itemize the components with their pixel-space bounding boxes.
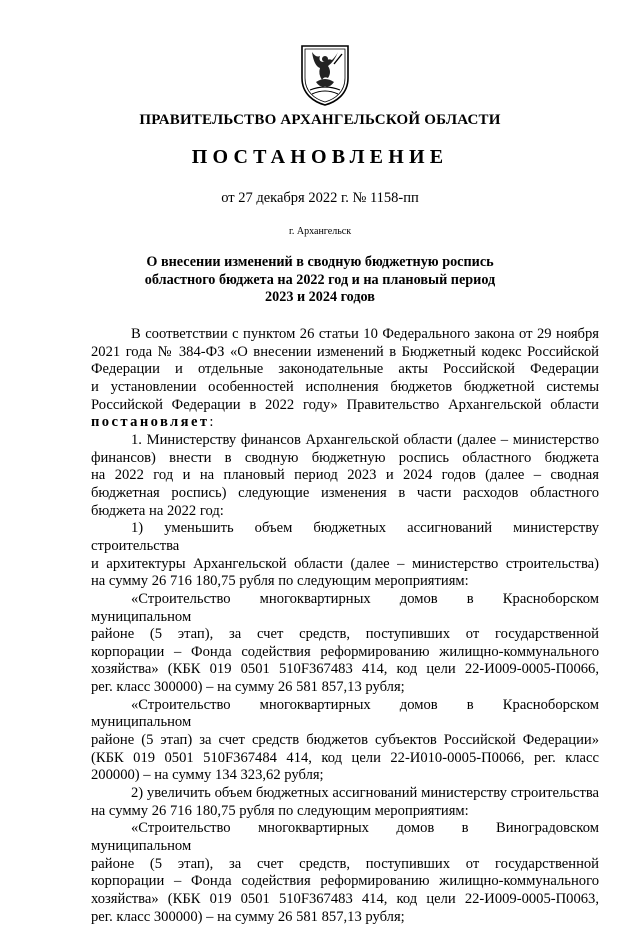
text-line: рег. класс 300000) – на сумму 26 581 857,13 рубля; bbox=[91, 908, 405, 925]
text-line: и архитектуры Архангельской области (далее – министерство строительства) bbox=[91, 555, 599, 572]
paragraph-measure-3 bbox=[91, 820, 599, 926]
text-line: 1) уменьшить объем бюджетных ассигнований министерству строительства bbox=[91, 520, 599, 554]
text-line: Российской Федерации в 2022 году» Правительство Архангельской области bbox=[91, 396, 599, 413]
resolves-word: постановляет bbox=[91, 414, 210, 431]
text-line: 1. Министерству финансов Архангельской области (далее – министерство bbox=[131, 431, 599, 448]
text-line: хозяйства» (КБК 019 0501 510F367483 414, код цели 22-И009-0005-П0066, bbox=[91, 661, 599, 678]
text-line: районе (5 этап) за счет средств бюджетов субъектов Российской Федерации» bbox=[91, 732, 599, 749]
text-line: «Строительство многоквартирных домов в Красноборском муниципальном bbox=[91, 590, 599, 625]
text-line: 2021 года № 384-ФЗ «О внесении изменений в Бюджетный кодекс Российской bbox=[91, 343, 599, 360]
text-line: корпорации – Фонда содействия реформированию жилищно-коммунального bbox=[91, 643, 599, 660]
text-line: корпорации – Фонда содействия реформированию жилищно-коммунального bbox=[91, 873, 599, 890]
paragraph-measure-2 bbox=[91, 697, 599, 785]
text-line: (КБК 019 0501 510F367484 414, код цели 22-И010-0005-П0066, рег. класс bbox=[91, 749, 599, 766]
text-line: хозяйства» (КБК 019 0501 510F367483 414, код цели 22-И009-0005-П0063, bbox=[91, 891, 599, 907]
paragraph-item-1 bbox=[91, 432, 599, 520]
text-line: районе (5 этап), за счет средств, поступивших от государственной bbox=[91, 626, 599, 643]
resolves-colon: : bbox=[209, 414, 214, 431]
text-line: на сумму 26 716 180,75 рубля по следующим мероприятиям: bbox=[91, 573, 469, 590]
document-type: ПОСТАНОВЛЕНИЕ bbox=[191, 146, 449, 168]
document-subject bbox=[120, 254, 520, 307]
text-line: финансов) внести в сводную бюджетную роспись областного бюджета bbox=[91, 449, 599, 466]
subject-line: областного бюджета на 2022 год и на плановый период bbox=[144, 271, 496, 288]
text-line: Федерации и отдельные законодательные акты Российской Федерации bbox=[91, 361, 599, 378]
resolves-line bbox=[91, 414, 599, 432]
government-title: ПРАВИТЕЛЬСТВО АРХАНГЕЛЬСКОЙ ОБЛАСТИ bbox=[139, 112, 501, 128]
paragraph-measure-1 bbox=[91, 591, 599, 697]
date-number: от 27 декабря 2022 г. № 1158-пп bbox=[221, 190, 419, 206]
text-line: 2) увеличить объем бюджетных ассигнований министерству строительства bbox=[131, 785, 599, 802]
paragraph-subitem-2 bbox=[91, 785, 599, 820]
paragraph-subitem-1 bbox=[91, 520, 599, 591]
text-line: рег. класс 300000) – на сумму 26 581 857,13 рубля; bbox=[91, 679, 405, 696]
text-line: районе (5 этап), за счет средств, поступивших от государственной bbox=[91, 855, 599, 872]
document-body bbox=[91, 326, 599, 926]
text-line: «Строительство многоквартирных домов в Виноградовском муниципальном bbox=[91, 820, 599, 855]
paragraph-preamble bbox=[91, 326, 599, 432]
text-line: 200000) – на сумму 134 323,62 рубля; bbox=[91, 767, 324, 784]
text-line: на сумму 26 716 180,75 рубля по следующим мероприятиям: bbox=[91, 802, 469, 819]
coat-of-arms-emblem-icon bbox=[298, 40, 352, 106]
subject-line: О внесении изменений в сводную бюджетную роспись bbox=[146, 254, 494, 270]
text-line: бюджета на 2022 год: bbox=[91, 502, 224, 519]
text-line: В соответствии с пунктом 26 статьи 10 Федерального закона от 29 ноября bbox=[131, 326, 599, 342]
subject-line: 2023 и 2024 годов bbox=[265, 289, 375, 305]
text-line: «Строительство многоквартирных домов в Красноборском муниципальном bbox=[91, 696, 599, 731]
text-line: и установлении особенностей исполнения бюджетов бюджетной системы bbox=[91, 378, 599, 395]
text-line: на 2022 год и на плановый период 2023 и 2024 годов (далее – сводная bbox=[91, 467, 599, 484]
city: г. Архангельск bbox=[288, 226, 352, 237]
text-line: бюджетная роспись) следующие изменения в части расходов областного bbox=[91, 484, 599, 501]
